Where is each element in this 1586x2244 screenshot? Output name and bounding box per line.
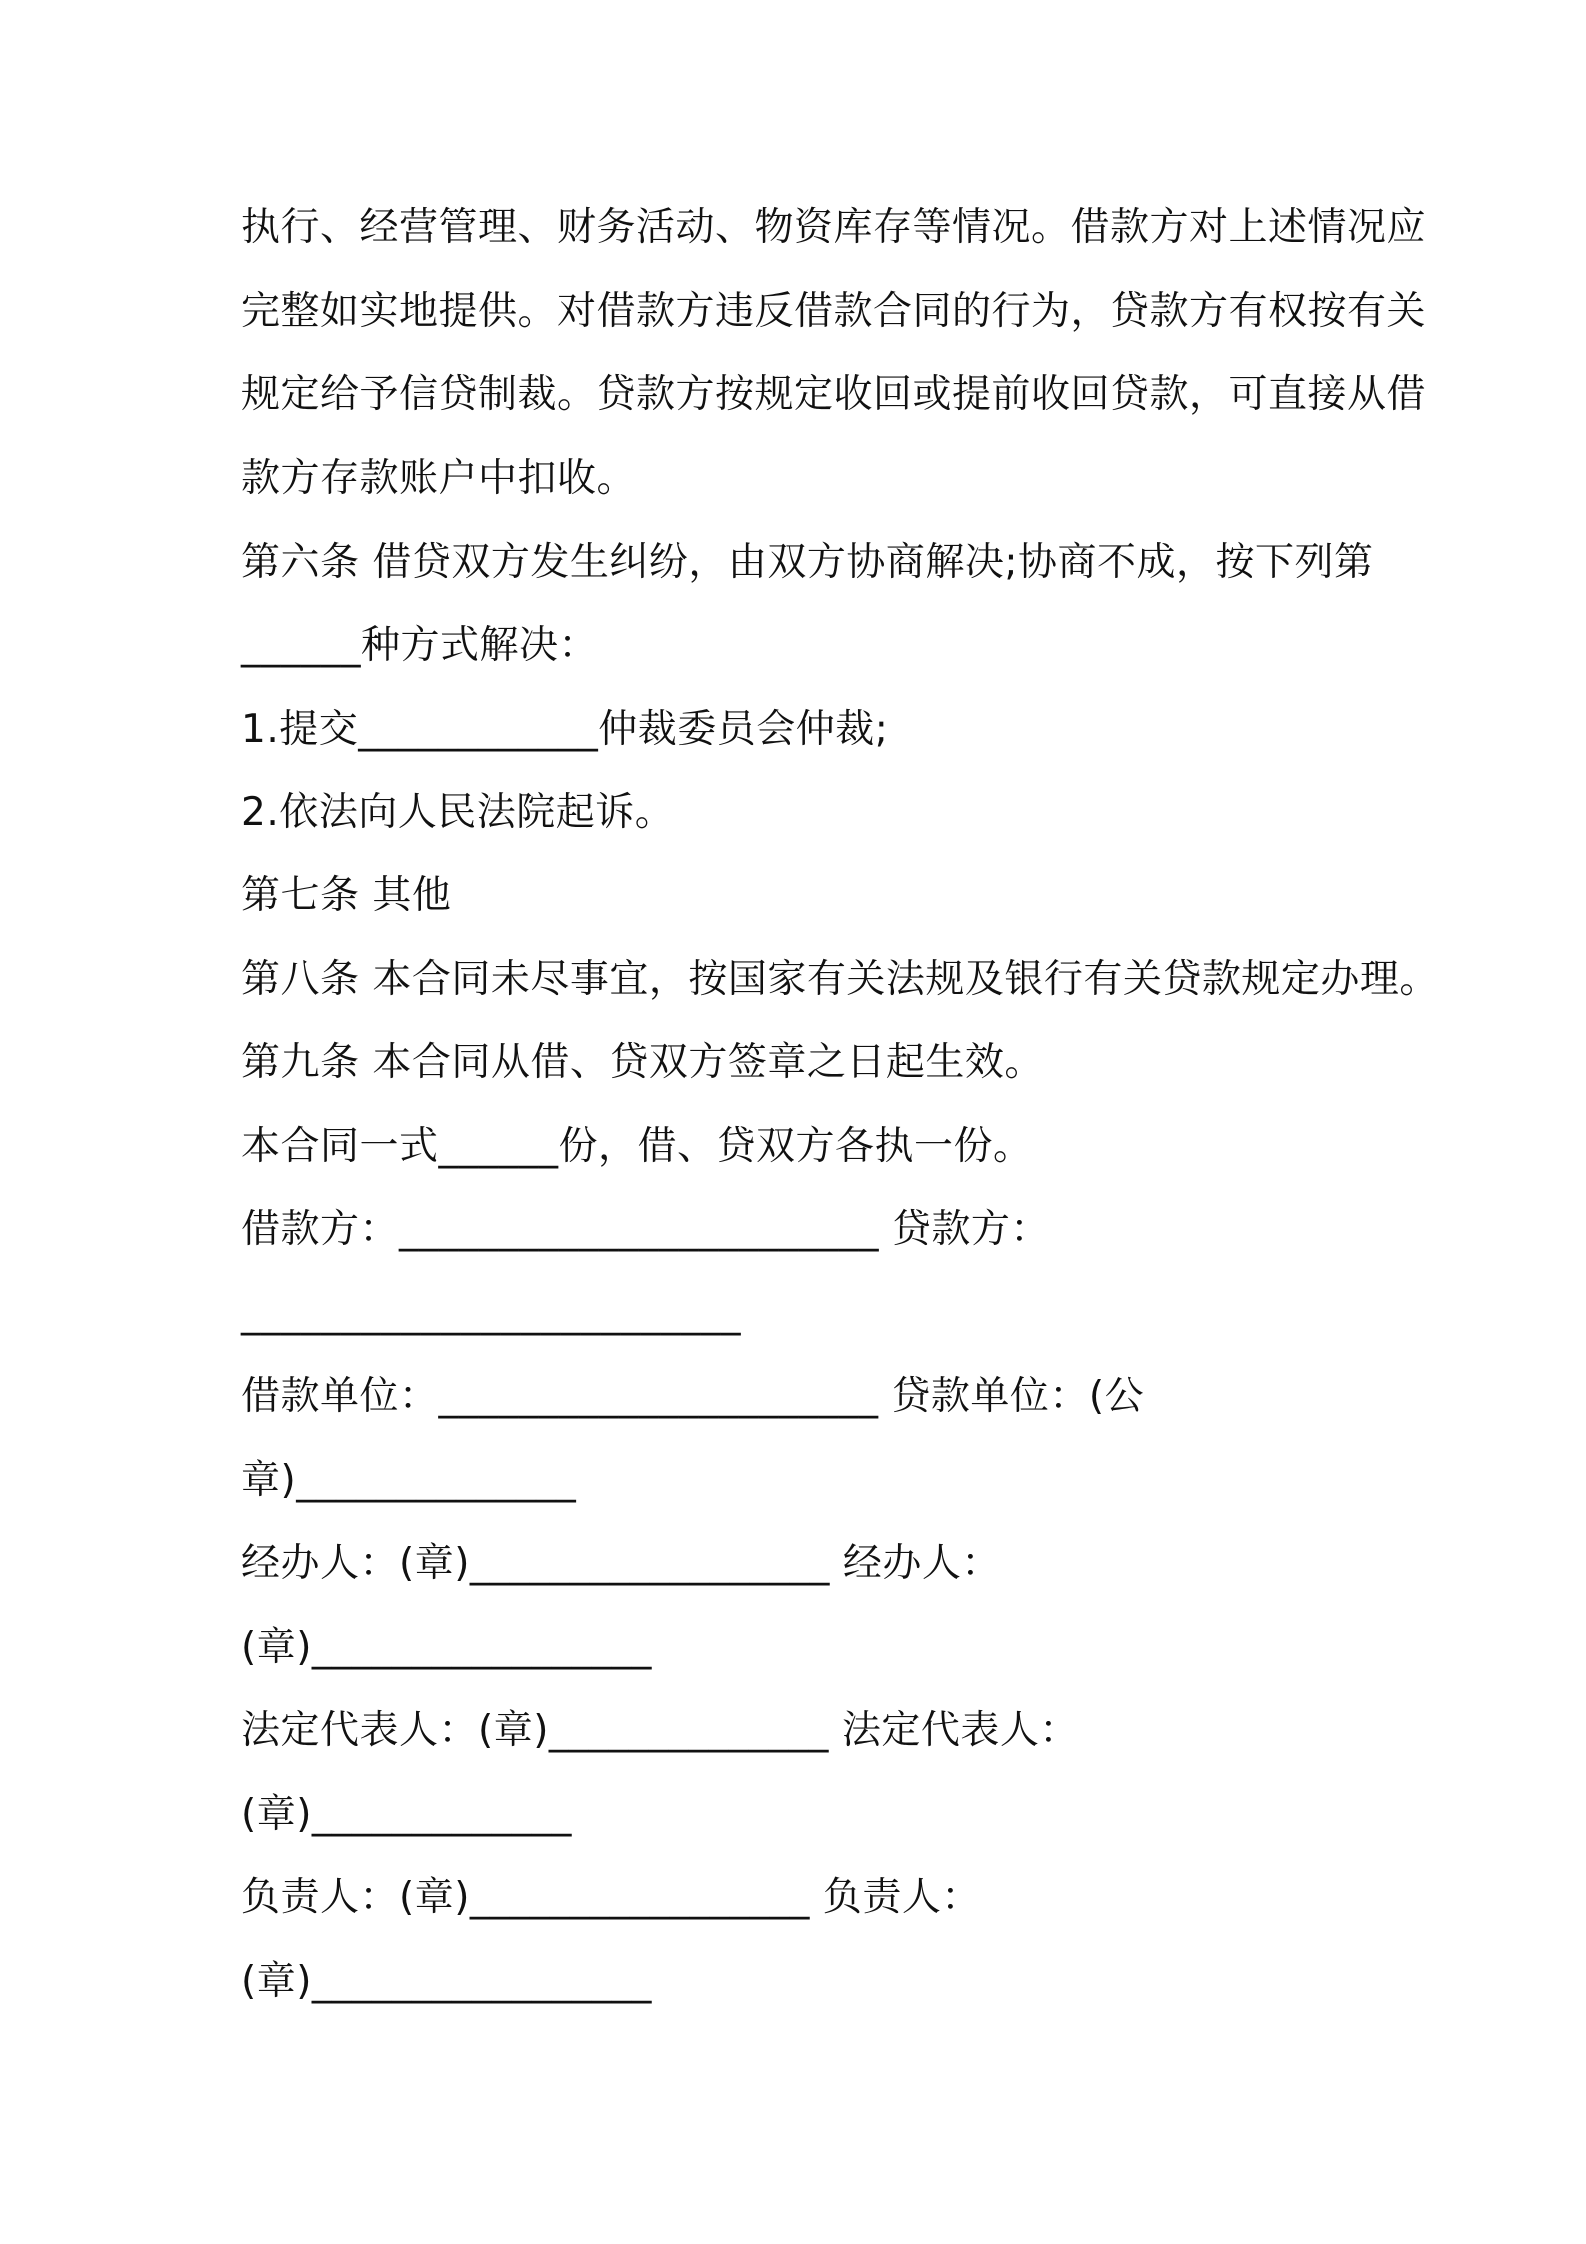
signature-units: 借款单位：______________________ 贷款单位：(公 <box>241 1374 1145 1419</box>
article-9: 第九条 本合同从借、贷双方签章之日起生效。 <box>241 1040 1044 1085</box>
signature-handlers: 经办人：(章)__________________ 经办人： <box>241 1541 1001 1586</box>
signature-blank-line: _________________________ <box>241 1291 741 1336</box>
signature-unit-seal: 章)______________ <box>241 1458 577 1503</box>
signature-handler-seal: (章)_________________ <box>241 1625 652 1670</box>
article-6-line-1: 第六条 借贷双方发生纠纷，由双方协商解决;协商不成，按下列第 <box>241 540 1374 585</box>
copies-line: 本合同一式______份，借、贷双方各执一份。 <box>241 1124 1033 1169</box>
text-line-1: 执行、经营管理、财务活动、物资库存等情况。借款方对上述情况应 <box>241 205 1427 250</box>
article-6-line-2: ______种方式解决： <box>241 623 599 668</box>
option-2-court: 2.依法向人民法院起诉。 <box>241 790 675 835</box>
article-7: 第七条 其他 <box>241 873 452 918</box>
signature-borrower-lender: 借款方：________________________ 贷款方： <box>241 1207 1050 1252</box>
option-1-arbitration: 1.提交____________仲裁委员会仲裁; <box>241 707 889 752</box>
signature-legal-rep-seal: (章)_____________ <box>241 1792 572 1837</box>
text-line-2: 完整如实地提供。对借款方违反借款合同的行为，贷款方有权按有关 <box>241 289 1427 334</box>
signature-responsible-persons: 负责人：(章)_________________ 负责人： <box>241 1875 981 1920</box>
text-line-3: 规定给予信贷制裁。贷款方按规定收回或提前收回贷款，可直接从借 <box>241 372 1427 417</box>
signature-legal-representatives: 法定代表人：(章)______________ 法定代表人： <box>241 1708 1079 1753</box>
signature-responsible-seal: (章)_________________ <box>241 1959 652 2004</box>
text-line-4: 款方存款账户中扣收。 <box>241 456 637 501</box>
article-8: 第八条 本合同未尽事宜，按国家有关法规及银行有关贷款规定办理。 <box>241 957 1439 1002</box>
